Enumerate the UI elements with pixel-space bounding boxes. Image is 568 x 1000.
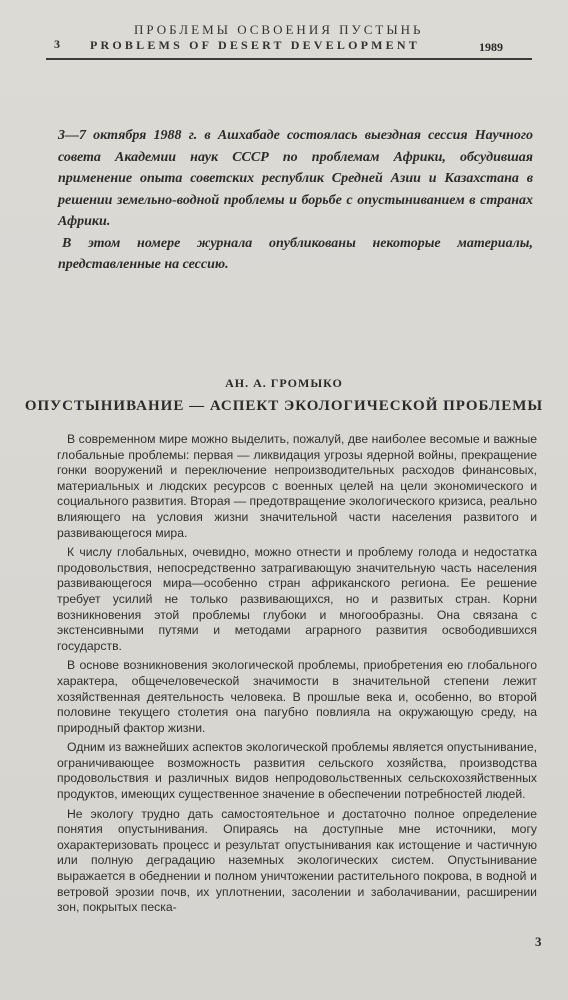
issue-number: 3 bbox=[54, 37, 60, 51]
editorial-note bbox=[58, 125, 533, 276]
running-header bbox=[38, 22, 538, 70]
issue-year: 1989 bbox=[479, 40, 503, 54]
journal-title-en: PROBLEMS OF DESERT DEVELOPMENT bbox=[90, 38, 420, 52]
header-rule bbox=[46, 58, 532, 60]
article-body bbox=[57, 432, 537, 920]
editorial-paragraph: 3—7 октября 1988 г. в Ашхабаде состоялась выездная сессия Научного совета Академии наук СССР по проблемам Африки, обсудившая применение опыта советских республик Средней Азии и Казахстана в решении земельно-водной проблемы и борьбе с опустыниванием в странах Африки. bbox=[58, 128, 533, 229]
article-author: АН. А. ГРОМЫКО bbox=[225, 376, 343, 390]
editorial-paragraph: В этом номере журнала опубликованы некоторые материалы, представленные на сессию. bbox=[58, 235, 533, 272]
journal-title-ru: ПРОБЛЕМЫ ОСВОЕНИЯ ПУСТЫНЬ bbox=[134, 22, 424, 37]
body-paragraph: В современном мире можно выделить, пожалуй, две наиболее весомые и важные глобальные проблемы: первая — ликвидация угрозы ядерной войны, прекращение гонки вооружений и переключение непроизводительных расходов финансовых, материальных и людских ресурсов с военных целей на цели экономического и социального развития. Вторая — предотвращение экологического кризиса, реально влияющего на условия жизни значительной части населения развитого и развивающегося мира. bbox=[57, 432, 537, 540]
page-number: 3 bbox=[535, 934, 542, 949]
body-paragraph: Не экологу трудно дать самостоятельное и достаточно полное определение понятия опустынивания. Опираясь на доступные мне источники, могу охарактеризовать процесс и результат опустынивания как истощение и частичную или полную деградацию наземных экологических систем. Опустынивание выражается в обеднении и полном уничтожении растительного покрова, в водной и ветровой эрозии почв, их уплотнении, засолении и заболачивании, расширении зон, покрытых песка- bbox=[57, 806, 537, 915]
article-title: ОПУСТЫНИВАНИЕ — АСПЕКТ ЭКОЛОГИЧЕСКОЙ ПРОБЛЕМЫ bbox=[24, 398, 544, 414]
body-paragraph: Одним из важнейших аспектов экологической проблемы является опустынивание, ограничивающее возможность развития сельского хозяйства, производства продовольствия и различных видов непродовольственных сельскохозяйственных продуктов, имеющих существенное значение в обеспечении потребностей людей. bbox=[57, 740, 537, 802]
body-paragraph: В основе возникновения экологической проблемы, приобретения ею глобального характера, общечеловеческой значимости в значительной степени лежит хозяйственная деятельность человека. В прошлые века и, особенно, во второй половине текущего столетия она пагубно повлияла на окружающую среду, на природный фактор жизни. bbox=[57, 658, 537, 735]
body-paragraph: К числу глобальных, очевидно, можно отнести и проблему голода и недостатка продовольствия, непосредственно затрагивающую значительную часть населения развивающегося мира—особенно стран африканского региона. Ее решение требует усилий не только развивающихся, но и развитых стран. Корни возникновения этой проблемы глубоки и многообразны. Она связана с экстенсивными путями и методами аграрного развития освободившихся государств. bbox=[57, 545, 537, 653]
